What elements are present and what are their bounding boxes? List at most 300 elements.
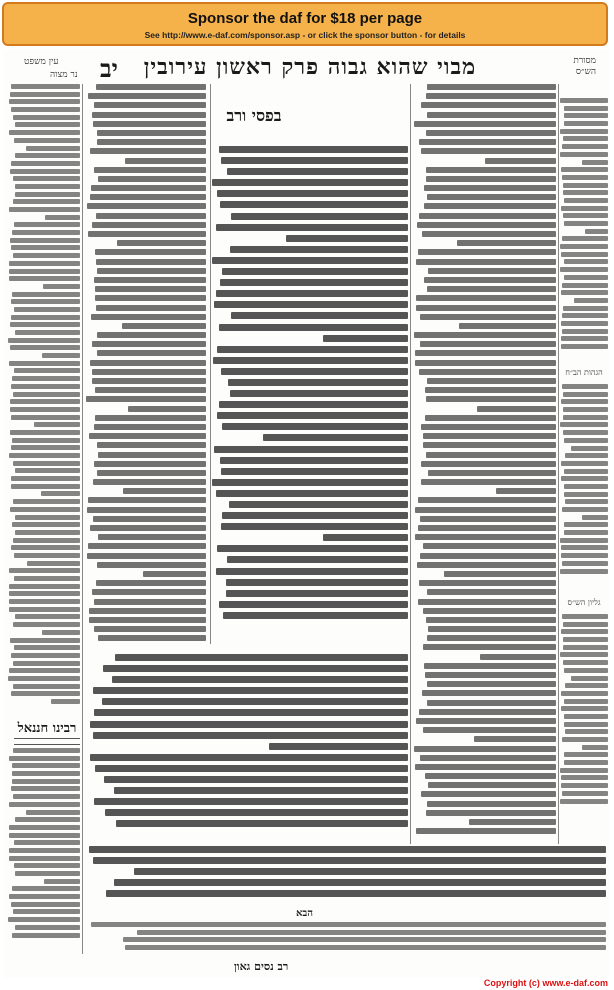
hagahot-label: הגהות הב״ח — [565, 368, 603, 377]
text-line — [562, 313, 608, 318]
text-line — [216, 224, 408, 231]
text-line — [426, 810, 556, 816]
text-line — [116, 820, 408, 827]
text-line — [11, 161, 80, 166]
text-line — [9, 99, 81, 104]
text-line — [223, 612, 408, 619]
text-line — [561, 553, 608, 558]
text-line — [420, 516, 556, 522]
text-line — [563, 213, 608, 218]
gilyon-label: גליון הש״ס — [567, 598, 601, 607]
text-line — [212, 179, 408, 186]
rashi-column — [414, 84, 556, 844]
text-line — [416, 718, 556, 724]
text-line — [562, 384, 608, 389]
text-line — [565, 453, 608, 458]
text-line — [10, 638, 80, 643]
gilyon-column — [560, 614, 608, 814]
text-line — [13, 461, 80, 466]
text-line — [418, 497, 556, 503]
text-line — [11, 245, 80, 250]
text-line — [415, 534, 556, 540]
text-line — [416, 259, 556, 265]
text-line — [418, 525, 556, 531]
text-line — [222, 268, 409, 275]
text-line — [222, 423, 408, 430]
text-line — [564, 722, 608, 727]
text-line — [561, 545, 608, 550]
text-line — [87, 553, 207, 559]
text-line — [424, 663, 556, 669]
text-line — [15, 614, 80, 619]
text-line — [560, 768, 608, 773]
text-line — [561, 252, 608, 257]
text-line — [9, 453, 80, 458]
text-line — [134, 868, 606, 875]
text-line — [86, 396, 206, 402]
text-line — [143, 571, 206, 577]
text-line — [94, 102, 206, 108]
text-line — [560, 267, 608, 272]
text-line — [11, 415, 80, 420]
text-line — [226, 579, 408, 586]
text-line — [214, 301, 408, 308]
text-line — [222, 512, 408, 519]
text-line — [212, 257, 408, 264]
text-line — [92, 378, 206, 384]
text-line — [563, 622, 608, 627]
text-line — [563, 660, 608, 665]
text-line — [562, 561, 608, 566]
text-line — [12, 522, 80, 527]
text-line — [459, 323, 556, 329]
text-line — [219, 401, 408, 408]
text-line — [228, 379, 408, 386]
text-line — [323, 534, 408, 541]
text-line — [564, 113, 608, 118]
text-line — [423, 543, 556, 549]
text-line — [12, 933, 80, 938]
text-line — [89, 846, 606, 853]
sponsor-subtitle[interactable]: See http://www.e-daf.com/sponsor.asp - or click the sponsor button - for details — [144, 30, 466, 40]
text-line — [114, 787, 408, 794]
text-line — [95, 415, 206, 421]
text-line — [216, 568, 408, 575]
text-line — [561, 344, 608, 349]
text-line — [89, 617, 206, 623]
text-line — [560, 652, 608, 657]
text-line — [97, 442, 206, 448]
text-line — [13, 909, 81, 914]
text-line — [217, 190, 408, 197]
text-line — [444, 571, 556, 577]
text-line — [106, 890, 606, 897]
text-line — [15, 515, 80, 520]
title-ornament — [14, 738, 80, 745]
text-line — [93, 479, 206, 485]
text-line — [98, 452, 206, 458]
ner-mitzvah-label: נר מצוה — [50, 70, 78, 80]
text-line — [425, 672, 556, 678]
rav-nissim-gaon-title: רב נסים גאון — [234, 960, 289, 973]
text-line — [564, 699, 608, 704]
text-line — [14, 840, 80, 845]
text-line — [562, 737, 608, 742]
text-line — [457, 240, 556, 246]
text-line — [123, 937, 606, 942]
text-line — [13, 253, 80, 258]
text-line — [96, 84, 206, 90]
text-line — [97, 562, 206, 568]
text-line — [561, 691, 608, 696]
text-line — [15, 192, 80, 197]
text-line — [89, 608, 206, 614]
text-line — [564, 492, 608, 497]
text-line — [428, 470, 556, 476]
text-line — [12, 438, 80, 443]
text-line — [227, 168, 408, 175]
text-line — [419, 709, 556, 715]
text-line — [424, 277, 556, 283]
text-line — [9, 591, 80, 596]
text-line — [90, 360, 206, 366]
text-line — [561, 399, 608, 404]
text-line — [10, 92, 80, 97]
text-line — [12, 779, 80, 784]
text-line — [96, 213, 206, 219]
text-line — [13, 199, 80, 204]
text-line — [221, 523, 409, 530]
text-line — [15, 871, 80, 876]
text-line — [93, 687, 408, 694]
text-line — [14, 576, 80, 581]
text-line — [88, 93, 206, 99]
text-line — [561, 290, 608, 295]
text-line — [415, 764, 556, 770]
text-line — [128, 406, 206, 412]
sponsor-banner[interactable] — [2, 2, 608, 46]
text-line — [564, 714, 608, 719]
text-line — [104, 776, 408, 783]
text-line — [425, 773, 556, 779]
rabbenu-chananel-title: רבינו חננאל — [17, 721, 77, 736]
text-line — [561, 461, 608, 466]
text-line — [574, 298, 608, 303]
gemara-text-continued — [88, 654, 408, 834]
text-line — [564, 469, 608, 474]
text-line — [564, 106, 608, 111]
text-line — [9, 207, 80, 212]
text-line — [13, 538, 80, 543]
text-line — [14, 307, 80, 312]
text-line — [564, 530, 608, 535]
text-line — [562, 144, 608, 149]
text-line — [219, 601, 408, 608]
text-line — [9, 802, 80, 807]
daf-number: יב — [100, 54, 118, 83]
text-line — [562, 507, 608, 512]
text-line — [421, 461, 556, 467]
text-line — [9, 599, 80, 604]
text-line — [14, 553, 80, 558]
text-line — [13, 115, 81, 120]
text-line — [13, 661, 80, 666]
text-line — [14, 138, 80, 143]
text-line — [562, 236, 608, 241]
rabbenu-chananel-column — [8, 748, 80, 948]
text-line — [213, 357, 408, 364]
text-line — [97, 332, 207, 338]
text-line — [563, 637, 608, 642]
text-line — [13, 499, 80, 504]
text-line — [419, 213, 556, 219]
text-line — [9, 756, 80, 761]
text-line — [8, 917, 80, 922]
text-line — [11, 445, 80, 450]
text-line — [561, 629, 608, 634]
text-line — [415, 350, 556, 356]
text-line — [9, 856, 80, 861]
text-line — [417, 562, 556, 568]
text-line — [418, 249, 556, 255]
text-line — [88, 231, 206, 237]
text-line — [421, 102, 556, 108]
text-line — [96, 259, 206, 265]
text-line — [563, 183, 608, 188]
text-line — [561, 167, 608, 172]
text-line — [564, 121, 608, 126]
text-line — [11, 384, 80, 389]
text-line — [423, 644, 556, 650]
text-line — [560, 569, 608, 574]
text-line — [115, 654, 408, 661]
text-line — [12, 771, 80, 776]
text-line — [87, 507, 206, 513]
text-line — [88, 497, 206, 503]
text-line — [93, 732, 408, 739]
text-line — [269, 743, 408, 750]
text-line — [414, 746, 556, 752]
text-line — [564, 760, 608, 765]
text-line — [10, 507, 80, 512]
text-line — [564, 752, 608, 757]
text-line — [415, 360, 556, 366]
text-line — [480, 654, 556, 660]
text-line — [560, 129, 608, 134]
text-line — [564, 275, 608, 280]
text-line — [565, 499, 608, 504]
column-divider — [410, 84, 411, 844]
text-line — [469, 819, 556, 825]
text-line — [94, 277, 206, 283]
text-line — [571, 676, 608, 681]
text-line — [90, 754, 408, 761]
text-line — [13, 794, 80, 799]
text-line — [95, 387, 206, 393]
bottom-commentary — [88, 846, 606, 906]
text-line — [565, 729, 608, 734]
hagahot-column — [560, 384, 608, 584]
text-line — [95, 286, 206, 292]
column-divider — [82, 84, 83, 954]
text-line — [43, 284, 80, 289]
text-line — [12, 292, 80, 297]
text-line — [13, 176, 80, 181]
text-line — [94, 798, 408, 805]
text-line — [561, 476, 608, 481]
text-line — [9, 261, 80, 266]
text-line — [414, 332, 556, 338]
text-line — [419, 139, 556, 145]
text-line — [93, 857, 606, 864]
text-line — [263, 434, 408, 441]
mesoret-hashas-column — [560, 98, 608, 358]
text-line — [420, 553, 556, 559]
text-line — [564, 259, 608, 264]
text-line — [92, 341, 206, 347]
text-line — [426, 617, 556, 623]
text-line — [13, 392, 80, 397]
text-line — [92, 222, 206, 228]
text-line — [286, 235, 408, 242]
text-line — [92, 369, 206, 375]
text-line — [103, 665, 408, 672]
text-line — [416, 828, 556, 834]
text-line — [416, 295, 556, 301]
column-divider — [558, 84, 559, 844]
text-line — [11, 299, 80, 304]
text-line — [15, 122, 80, 127]
text-line — [563, 430, 608, 435]
text-line — [561, 775, 608, 780]
sponsor-title[interactable]: Sponsor the daf for $18 per page — [187, 10, 423, 27]
text-line — [94, 461, 206, 467]
text-line — [421, 791, 556, 797]
text-line — [94, 709, 408, 716]
text-line — [11, 315, 80, 320]
text-line — [563, 190, 608, 195]
text-line — [14, 863, 80, 868]
text-line — [474, 736, 556, 742]
text-line — [90, 721, 408, 728]
text-line — [11, 107, 80, 112]
text-line — [9, 584, 80, 589]
text-line — [420, 314, 556, 320]
text-line — [420, 341, 556, 347]
text-line — [564, 198, 608, 203]
text-line — [419, 580, 556, 586]
text-line — [9, 894, 80, 899]
text-line — [95, 295, 206, 301]
text-line — [97, 268, 206, 274]
text-line — [561, 321, 608, 326]
text-line — [421, 479, 556, 485]
text-line — [15, 330, 80, 335]
text-line — [10, 407, 80, 412]
text-line — [562, 329, 608, 334]
text-line — [563, 136, 608, 141]
text-line — [8, 338, 80, 343]
text-line — [227, 556, 408, 563]
footnotes-block — [88, 922, 606, 956]
copyright-link[interactable]: Copyright (c) www.e-daf.com — [483, 978, 608, 988]
text-line — [9, 668, 80, 673]
text-line — [477, 406, 556, 412]
text-line — [11, 476, 80, 481]
text-line — [216, 290, 408, 297]
text-line — [45, 215, 80, 220]
text-line — [91, 185, 206, 191]
text-line — [582, 160, 608, 165]
text-line — [427, 801, 556, 807]
column-divider — [210, 84, 211, 644]
text-line — [92, 112, 206, 118]
text-line — [10, 169, 80, 174]
text-line — [10, 345, 80, 350]
text-line — [561, 783, 608, 788]
text-line — [96, 305, 206, 311]
text-line — [220, 457, 408, 464]
text-line — [230, 246, 408, 253]
text-line — [229, 501, 408, 508]
text-line — [220, 279, 408, 286]
text-line — [216, 490, 409, 497]
text-line — [564, 484, 608, 489]
text-line — [51, 699, 80, 704]
text-line — [427, 378, 556, 384]
text-line — [9, 269, 80, 274]
text-line — [26, 810, 80, 815]
text-line — [485, 158, 556, 164]
text-line — [424, 185, 556, 191]
text-line — [423, 608, 556, 614]
text-line — [561, 706, 608, 711]
text-line — [15, 925, 80, 930]
text-line — [88, 543, 206, 549]
text-line — [94, 599, 206, 605]
text-line — [10, 322, 80, 327]
text-line — [9, 607, 80, 612]
text-line — [323, 335, 408, 342]
text-line — [427, 681, 556, 687]
text-line — [221, 468, 408, 475]
text-line — [44, 879, 80, 884]
text-line — [427, 194, 556, 200]
ein-mishpat-column — [8, 84, 80, 714]
text-line — [112, 676, 408, 683]
text-line — [9, 833, 80, 838]
text-line — [102, 698, 408, 705]
text-line — [426, 452, 556, 458]
text-line — [97, 470, 206, 476]
text-line — [585, 229, 608, 234]
text-line — [560, 98, 608, 103]
text-line — [11, 84, 80, 89]
text-line — [8, 676, 80, 681]
text-line — [217, 412, 408, 419]
text-line — [425, 387, 556, 393]
text-line — [11, 484, 80, 489]
text-line — [11, 653, 80, 658]
text-line — [561, 336, 608, 341]
text-line — [15, 184, 80, 189]
text-line — [423, 442, 556, 448]
text-line — [560, 799, 608, 804]
text-line — [125, 158, 206, 164]
text-line — [26, 146, 80, 151]
text-line — [15, 468, 80, 473]
text-line — [14, 368, 80, 373]
